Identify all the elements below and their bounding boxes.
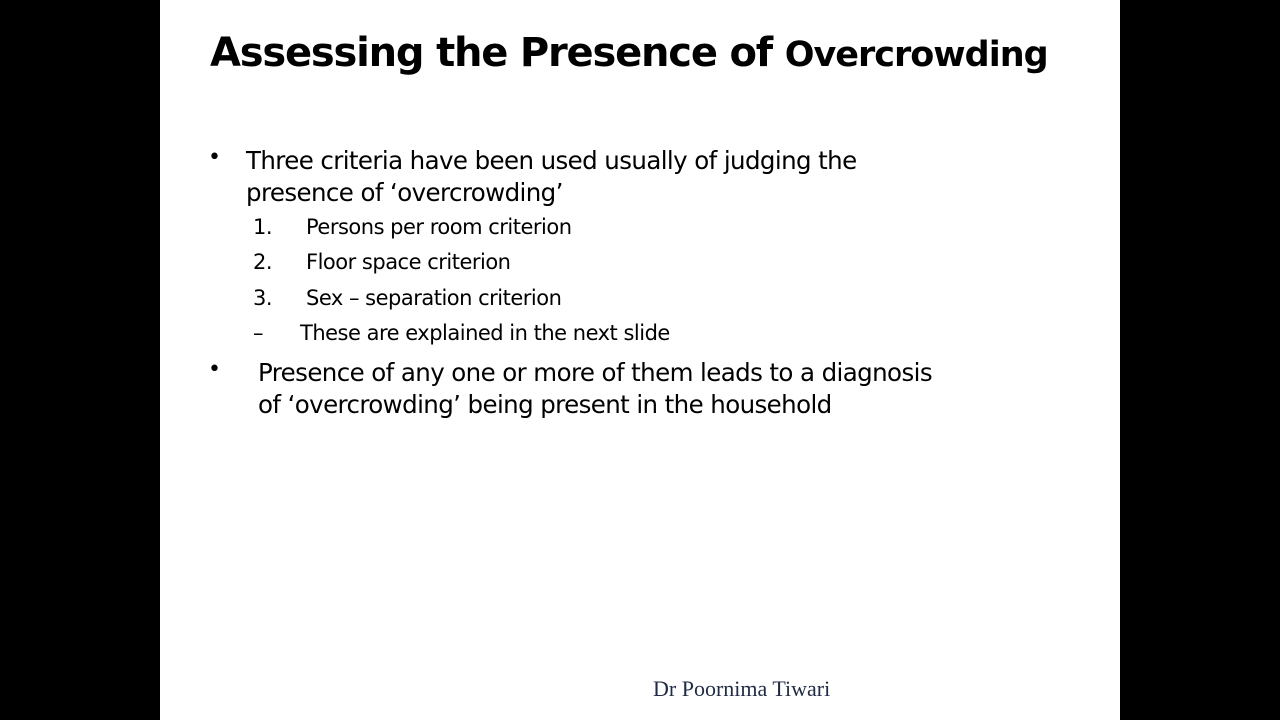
note-label: These are explained in the next slide — [300, 321, 670, 345]
bullet-text — [258, 357, 932, 421]
bullet-line: of ‘overcrowding’ being present in the household — [258, 390, 832, 419]
criterion-label: Persons per room criterion — [306, 215, 572, 239]
bullet-icon: • — [208, 145, 221, 170]
bullet-text — [246, 145, 857, 209]
title-main: Assessing the Presence of — [210, 30, 785, 76]
criterion-label: Floor space criterion — [306, 250, 511, 274]
title-keyword: Overcrowding — [784, 35, 1048, 75]
author-footer: Dr Poornima Tiwari — [653, 676, 831, 701]
bullet-line: Presence of any one or more of them leads to a diagnosis — [258, 358, 932, 387]
list-number: 3. — [253, 286, 273, 310]
list-number: 2. — [253, 250, 273, 274]
slide — [160, 0, 1120, 720]
slide-title — [210, 30, 1048, 76]
bullet-line: presence of ‘overcrowding’ — [246, 178, 563, 207]
bullet-icon: • — [208, 357, 221, 382]
bullet-line: Three criteria have been used usually of judging the — [246, 146, 857, 175]
dash-icon: – — [253, 321, 263, 345]
list-number: 1. — [253, 215, 273, 239]
criterion-label: Sex – separation criterion — [306, 286, 562, 310]
